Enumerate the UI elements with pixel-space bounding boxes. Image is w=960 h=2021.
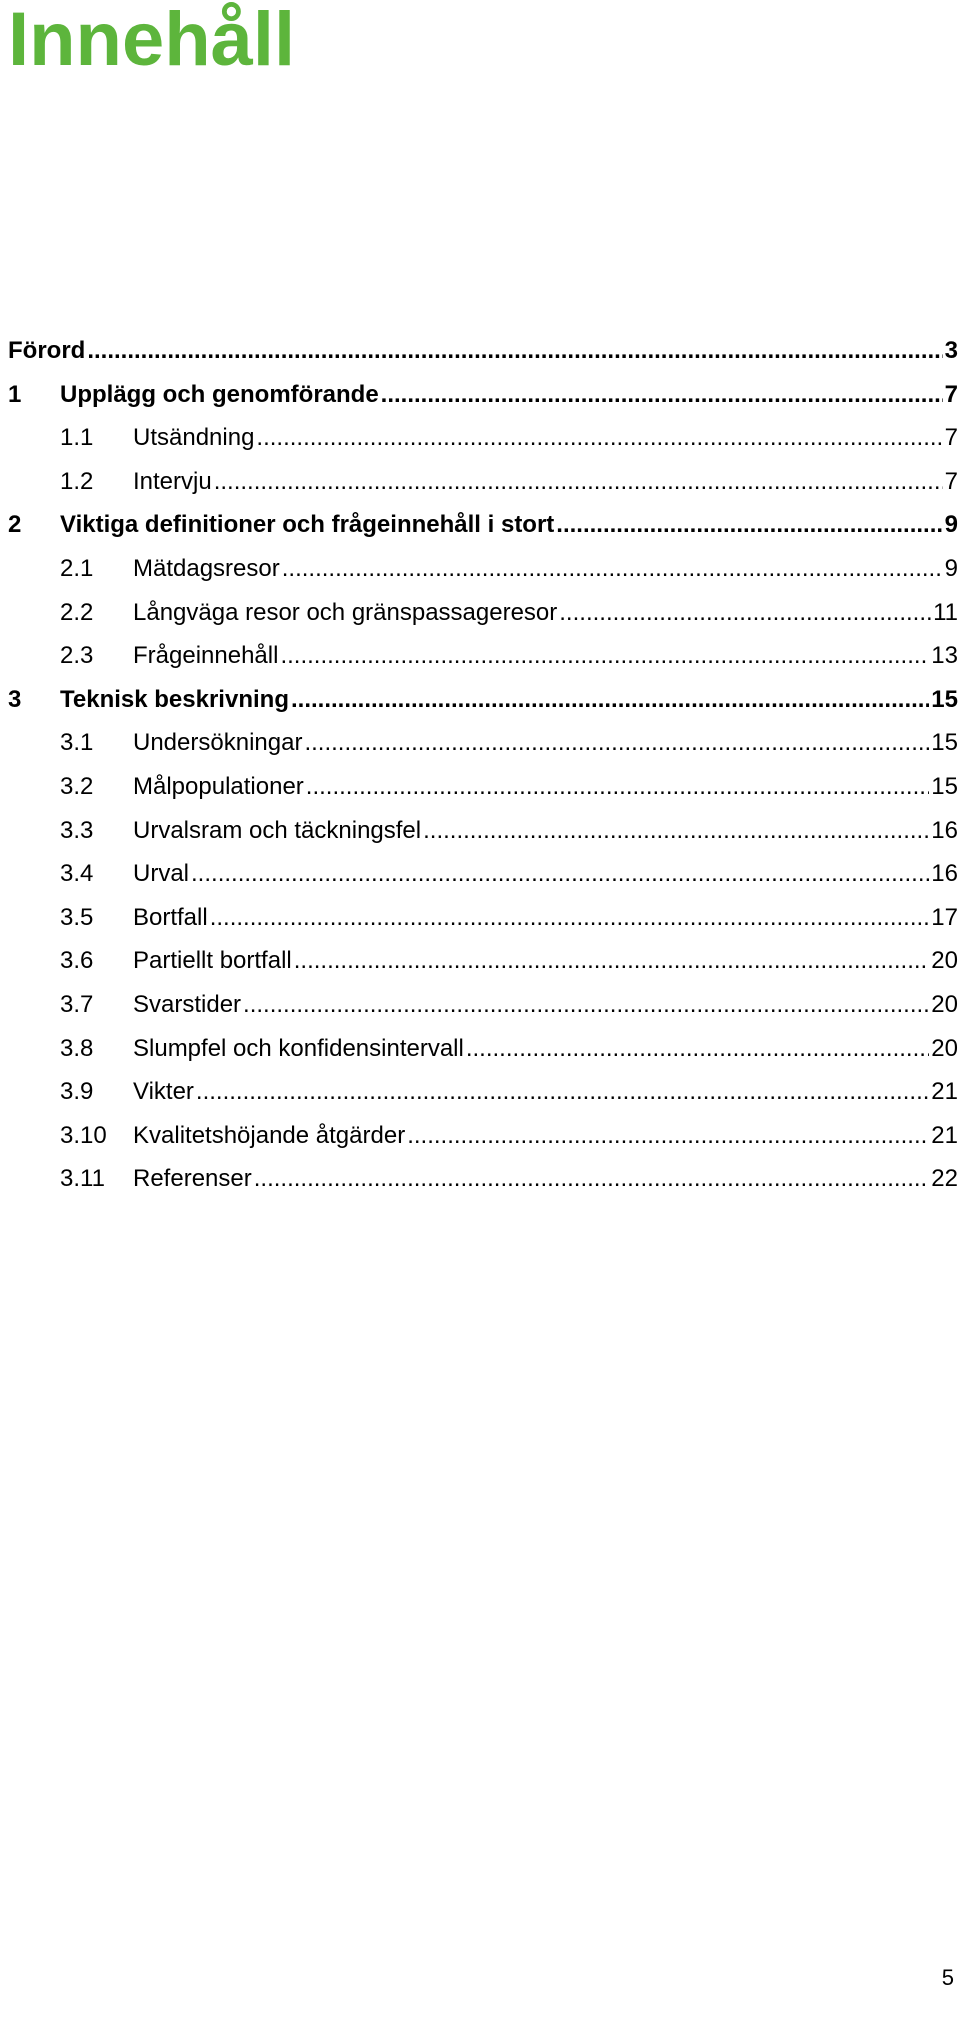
toc-entry-number: 1 [8,380,22,408]
toc-entry[interactable] [8,773,958,817]
toc-entry[interactable] [8,1122,958,1166]
toc-entry[interactable] [8,947,958,991]
toc-entry-number: 3 [8,685,22,713]
toc-entry-leader [306,773,930,801]
toc-entry[interactable] [8,860,958,904]
toc-entry-number: 3.4 [60,860,94,888]
toc-entry-leader [304,729,929,757]
toc-entry-page: 15 [931,729,958,757]
toc-entry-leader [280,642,929,670]
toc-entry-leader [381,381,943,409]
toc-entry-number: 1.1 [60,424,94,452]
toc-entry-title: Upplägg och genomförande [60,380,379,408]
toc-entry-page: 20 [931,990,958,1018]
toc-entry-page: 13 [931,642,958,670]
page-title: Innehåll [8,0,296,82]
toc-entry[interactable] [8,991,958,1035]
toc-entry-page: 22 [931,1165,958,1193]
toc-entry[interactable] [8,1165,958,1209]
toc-entry-title: Urval [133,860,190,888]
toc-entry-title: Målpopulationer [133,772,304,800]
page-number: 5 [941,1965,954,1990]
toc-entry-page: 7 [944,467,958,495]
toc-entry[interactable] [8,555,958,599]
toc-entry[interactable] [8,424,958,468]
toc-entry-page: 9 [944,511,958,539]
toc-entry-leader [196,1078,929,1106]
toc-entry[interactable] [8,1078,958,1122]
toc-entry-number: 1.2 [60,467,94,495]
toc-entry-number: 2 [8,511,22,539]
toc-entry-title: Förord [8,337,86,364]
toc-entry-title: Partiellt bortfall [133,947,292,975]
toc-entry-title: Bortfall [133,903,208,931]
toc-entry-number: 2.1 [60,554,94,582]
toc-entry-number: 3.2 [60,772,94,800]
toc-entry-title: Svarstider [133,990,242,1018]
toc-entry[interactable] [8,642,958,686]
toc-entry[interactable] [8,817,958,861]
toc-entry-title: Teknisk beskrivning [60,685,289,713]
toc-entry-leader [210,904,930,932]
toc-entry-leader [282,555,943,583]
toc-entry-title: Utsändning [133,424,255,452]
toc-entry-page: 9 [944,554,958,582]
toc-entry-page: 21 [931,1121,958,1149]
toc-entry[interactable] [8,729,958,773]
toc-entry-title: Frågeinnehåll [133,642,279,670]
toc-entry-page: 20 [931,947,958,975]
toc-entry[interactable] [8,468,958,512]
toc-entry-leader [254,1165,930,1193]
toc-entry-title: Långväga resor och gränspassageresor [133,598,558,626]
toc-entry-leader [407,1122,929,1150]
toc-entry-number: 2.2 [60,598,94,626]
toc-entry-leader [191,860,929,888]
toc-entry-page: 11 [933,598,958,626]
toc-entry-leader [214,468,943,496]
toc-entry-leader [466,1035,929,1063]
toc-entry-title: Intervju [133,467,212,495]
toc-entry-title: Urvalsram och täckningsfel [133,816,422,844]
toc-entry-leader [243,991,929,1019]
toc-entry[interactable] [8,381,958,425]
toc-entry-page: 15 [931,685,958,713]
toc-entry[interactable] [8,337,958,381]
toc-entry-title: Slumpfel och konfidensintervall [133,1034,464,1062]
toc-entry-number: 3.11 [60,1165,105,1193]
toc-entry-number: 3.5 [60,903,94,931]
toc-entry-number: 2.3 [60,642,94,670]
toc-entry-leader [294,947,930,975]
toc-entry-title: Kvalitetshöjande åtgärder [133,1121,406,1149]
toc-entry-number: 3.8 [60,1034,94,1062]
toc-entry[interactable] [8,1035,958,1079]
toc-entry-page: 21 [931,1078,958,1106]
toc-entry-leader [559,599,931,627]
toc-entry-leader [87,337,942,365]
table-of-contents [8,337,958,1209]
toc-entry[interactable] [8,904,958,948]
toc-entry-title: Vikter [133,1078,194,1106]
toc-entry-leader [423,817,929,845]
toc-entry-page: 16 [931,860,958,888]
toc-entry[interactable] [8,599,958,643]
toc-entry-number: 3.10 [60,1121,107,1149]
toc-entry[interactable] [8,511,958,555]
toc-entry-number: 3.1 [60,729,94,757]
toc-entry-number: 3.7 [60,990,94,1018]
toc-entry-page: 7 [944,380,958,408]
toc-entry-page: 16 [931,816,958,844]
toc-entry-page: 17 [931,903,958,931]
toc-entry-leader [291,686,929,714]
toc-entry-number: 3.6 [60,947,94,975]
toc-entry-page: 3 [944,337,958,364]
toc-entry[interactable] [8,686,958,730]
toc-entry-page: 7 [944,424,958,452]
toc-entry-leader [556,511,942,539]
toc-entry-title: Mätdagsresor [133,554,280,582]
toc-entry-title: Referenser [133,1165,252,1193]
toc-entry-leader [256,424,942,452]
toc-entry-page: 20 [931,1034,958,1062]
toc-entry-title: Undersökningar [133,729,303,757]
toc-entry-title: Viktiga definitioner och frågeinnehåll i stort [60,511,555,539]
toc-entry-number: 3.9 [60,1078,94,1106]
toc-entry-page: 15 [931,772,958,800]
toc-entry-number: 3.3 [60,816,94,844]
